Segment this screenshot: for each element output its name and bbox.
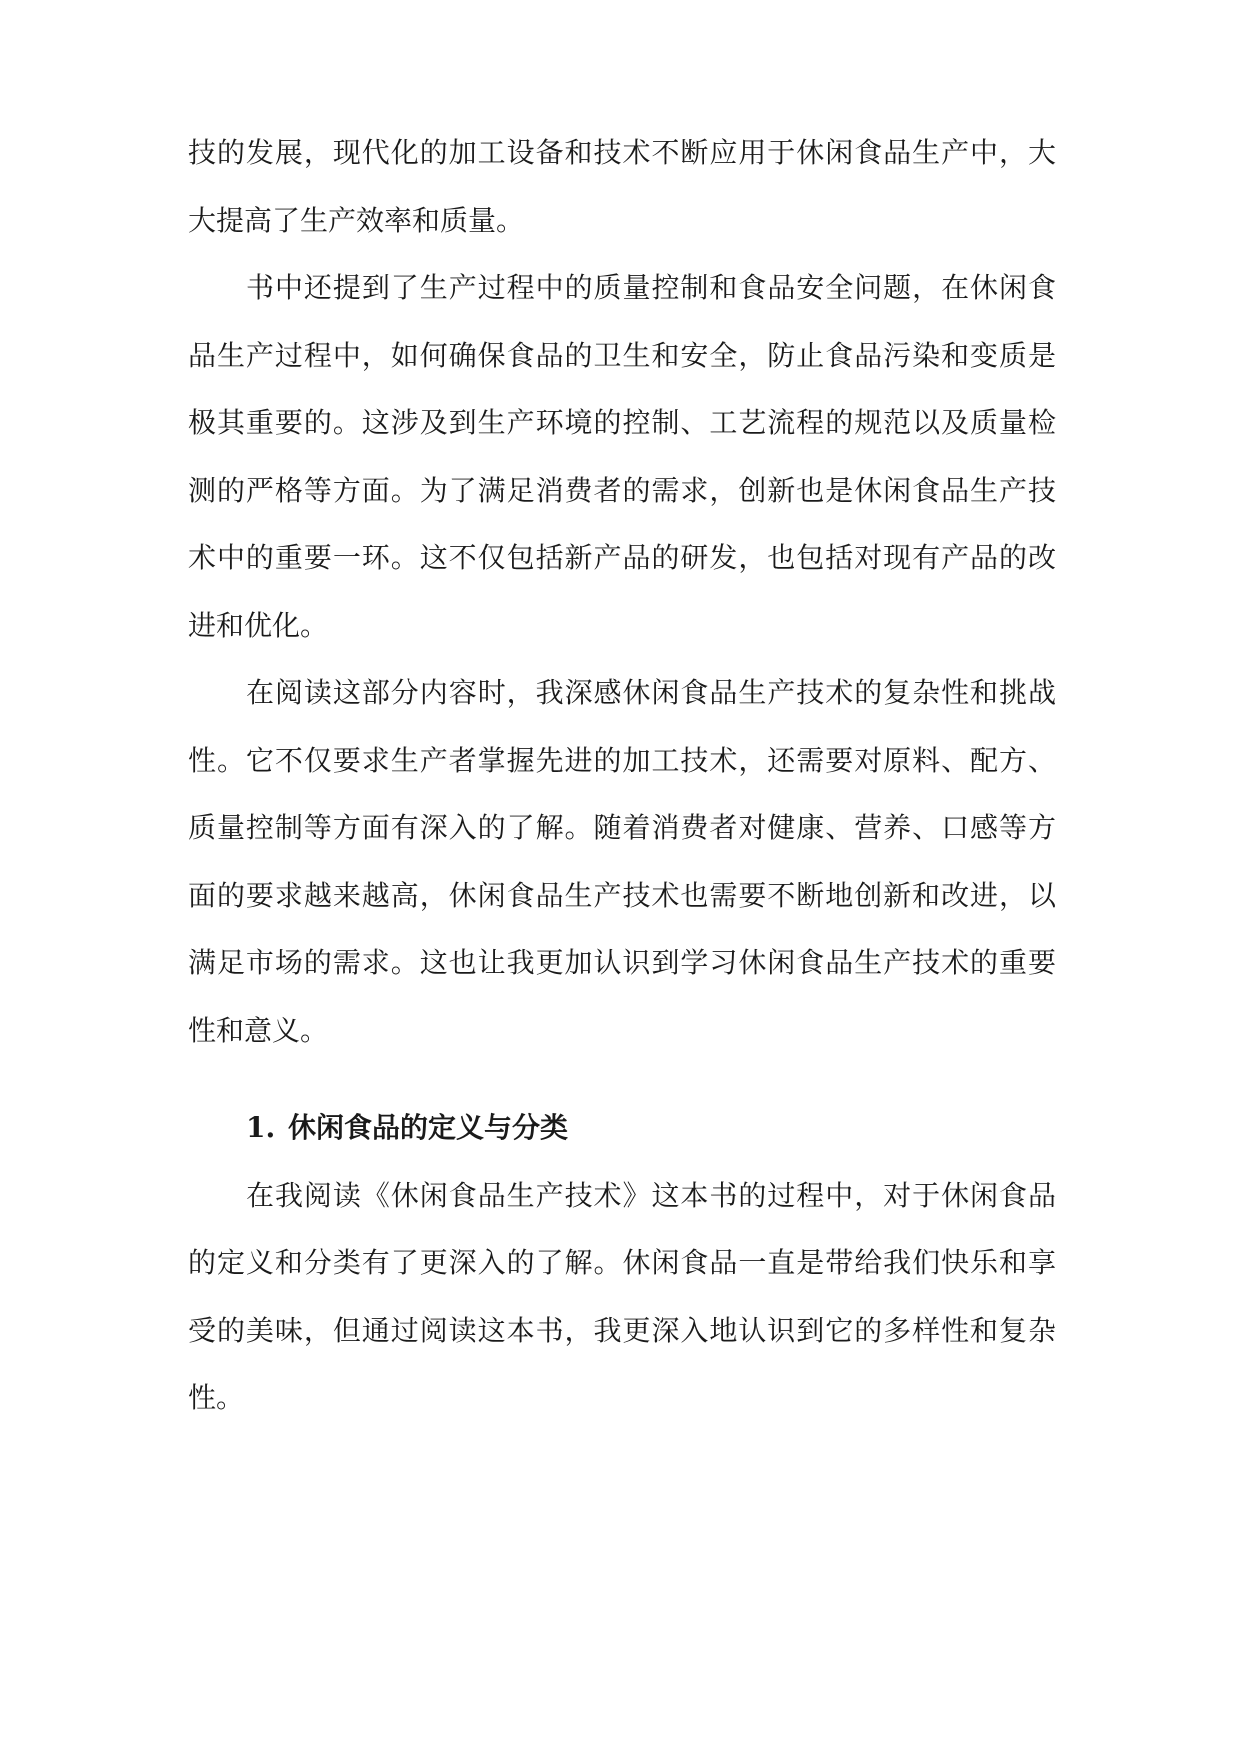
paragraph-2-line-5: 术中的重要一环。这不仅包括新产品的研发，也包括对现有产品的改 — [188, 541, 1056, 574]
paragraph-3-line-3: 质量控制等方面有深入的了解。随着消费者对健康、营养、口感等方 — [188, 811, 1056, 844]
section-heading-title: 休闲食品的定义与分类 — [288, 1111, 569, 1144]
section-paragraph-line-1: 在我阅读《休闲食品生产技术》这本书的过程中，对于休闲食品 — [246, 1179, 1056, 1212]
paragraph-3-line-6: 性和意义。 — [188, 1014, 329, 1047]
paragraph-2-line-3: 极其重要的。这涉及到生产环境的控制、工艺流程的规范以及质量检 — [188, 406, 1056, 439]
section-paragraph-line-4: 性。 — [188, 1381, 245, 1414]
section-heading-number: 1. — [246, 1111, 276, 1144]
paragraph-2-line-2: 品生产过程中，如何确保食品的卫生和安全，防止食品污染和变质是 — [188, 339, 1056, 372]
section-paragraph-line-2: 的定义和分类有了更深入的了解。休闲食品一直是带给我们快乐和享 — [188, 1246, 1056, 1279]
section-heading — [246, 1108, 568, 1148]
paragraph-2-line-6: 进和优化。 — [188, 609, 329, 642]
paragraph-2-line-4: 测的严格等方面。为了满足消费者的需求，创新也是休闲食品生产技 — [188, 474, 1056, 507]
paragraph-3-line-4: 面的要求越来越高，休闲食品生产技术也需要不断地创新和改进，以 — [188, 879, 1056, 912]
section-paragraph-line-3: 受的美味，但通过阅读这本书，我更深入地认识到它的多样性和复杂 — [188, 1314, 1056, 1347]
paragraph-2-line-1: 书中还提到了生产过程中的质量控制和食品安全问题，在休闲食 — [246, 271, 1056, 304]
paragraph-3-line-5: 满足市场的需求。这也让我更加认识到学习休闲食品生产技术的重要 — [188, 946, 1056, 979]
paragraph-3-line-2: 性。它不仅要求生产者掌握先进的加工技术，还需要对原料、配方、 — [188, 744, 1056, 777]
paragraph-1-line-1: 技的发展，现代化的加工设备和技术不断应用于休闲食品生产中，大 — [188, 136, 1056, 169]
paragraph-3-line-1: 在阅读这部分内容时，我深感休闲食品生产技术的复杂性和挑战 — [246, 676, 1056, 709]
paragraph-1-line-2: 大提高了生产效率和质量。 — [188, 204, 525, 237]
